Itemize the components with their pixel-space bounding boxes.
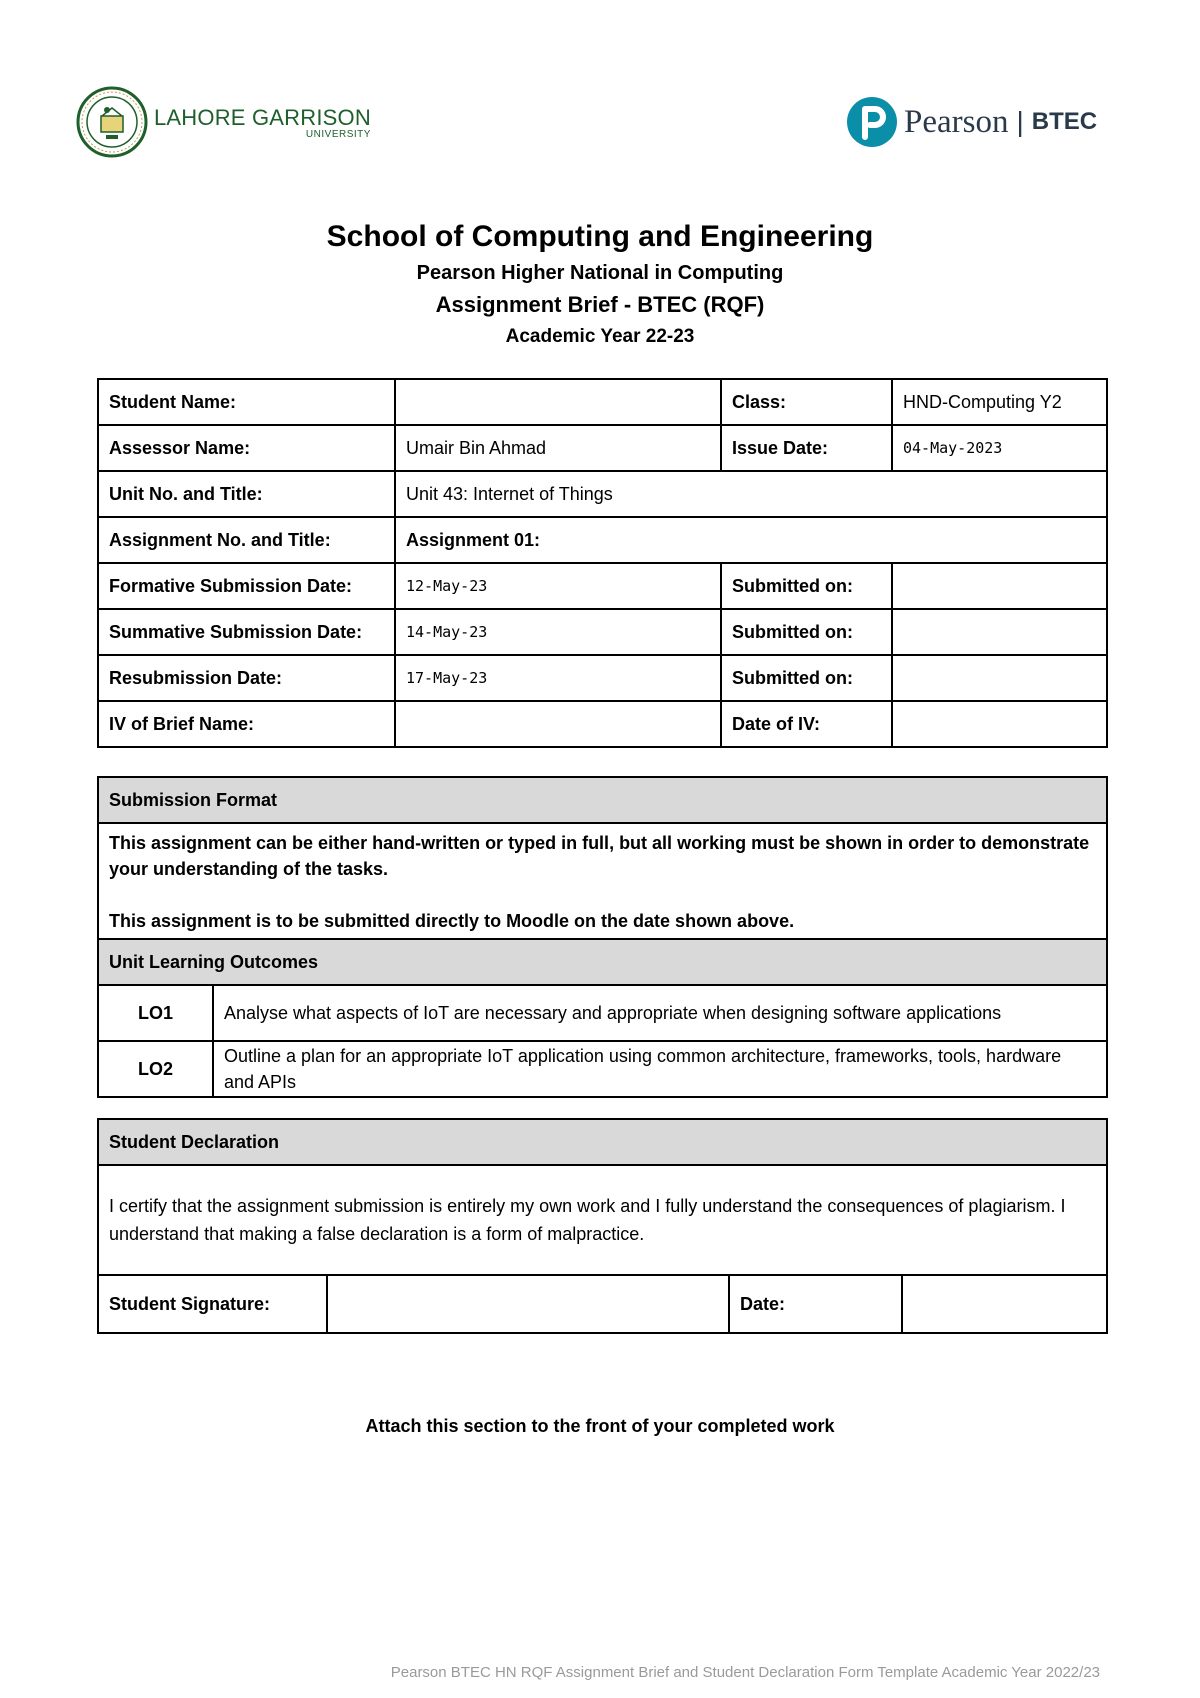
issue-date-label: Issue Date: bbox=[721, 425, 892, 471]
submission-text-1: This assignment can be either hand-written or typed in full, but all working must be shown in order to demonstrate your understanding of the tasks. bbox=[109, 833, 1090, 879]
student-name-field[interactable] bbox=[395, 379, 721, 425]
table-row bbox=[98, 609, 1107, 655]
signature-field[interactable] bbox=[327, 1275, 729, 1333]
assessor-name-label: Assessor Name: bbox=[98, 425, 395, 471]
university-subtitle: UNIVERSITY bbox=[305, 128, 371, 140]
submission-format-body bbox=[98, 823, 1107, 939]
submission-text-2: This assignment is to be submitted directly to Moodle on the date shown above. bbox=[109, 911, 795, 931]
table-row bbox=[98, 823, 1107, 939]
declaration-date-field[interactable] bbox=[902, 1275, 1107, 1333]
lahore-garrison-logo bbox=[76, 86, 371, 158]
summative-submitted-field[interactable] bbox=[892, 609, 1107, 655]
declaration-table bbox=[97, 1118, 1108, 1334]
declaration-text: I certify that the assignment submission is entirely my own work and I fully understand the consequences of plagiarism. I understand that making a false declaration is a form of malpractice. bbox=[98, 1165, 1107, 1275]
formative-date-value: 12-May-23 bbox=[395, 563, 721, 609]
learning-outcomes-header: Unit Learning Outcomes bbox=[98, 939, 1107, 985]
table-row bbox=[98, 379, 1107, 425]
assessor-name-value: Umair Bin Ahmad bbox=[395, 425, 721, 471]
resubmission-submitted-field[interactable] bbox=[892, 655, 1107, 701]
resubmission-date-label: Resubmission Date: bbox=[98, 655, 395, 701]
unit-label: Unit No. and Title: bbox=[98, 471, 395, 517]
page-footer: Pearson BTEC HN RQF Assignment Brief and Student Declaration Form Template Academic Year 2022/23 bbox=[390, 1664, 1100, 1681]
table-row bbox=[98, 1165, 1107, 1275]
pearson-btec-logo bbox=[846, 94, 1097, 150]
summative-date-value: 14-May-23 bbox=[395, 609, 721, 655]
table-row bbox=[98, 563, 1107, 609]
table-row bbox=[98, 517, 1107, 563]
table-row bbox=[98, 777, 1107, 823]
iv-date-field[interactable] bbox=[892, 701, 1107, 747]
summative-date-label: Summative Submission Date: bbox=[98, 609, 395, 655]
attach-note: Attach this section to the front of your completed work bbox=[365, 1416, 835, 1436]
assignment-info-table bbox=[97, 378, 1108, 748]
iv-brief-name-label: IV of Brief Name: bbox=[98, 701, 395, 747]
university-name: LAHORE GARRISON bbox=[154, 104, 371, 130]
table-row bbox=[98, 1041, 1107, 1097]
resubmission-date-value: 17-May-23 bbox=[395, 655, 721, 701]
table-row bbox=[98, 939, 1107, 985]
outcome-text: Outline a plan for an appropriate IoT application using common architecture, frameworks, tools, hardware and APIs bbox=[213, 1041, 1107, 1097]
table-row bbox=[98, 1275, 1107, 1333]
brief-title: Assignment Brief - BTEC (RQF) bbox=[435, 292, 765, 317]
declaration-date-label: Date: bbox=[729, 1275, 902, 1333]
logo-separator: | bbox=[1016, 106, 1024, 137]
university-seal-icon bbox=[76, 86, 148, 158]
formative-date-label: Formative Submission Date: bbox=[98, 563, 395, 609]
table-row bbox=[98, 1119, 1107, 1165]
class-label: Class: bbox=[721, 379, 892, 425]
iv-brief-name-field[interactable] bbox=[395, 701, 721, 747]
signature-label: Student Signature: bbox=[98, 1275, 327, 1333]
submitted-on-label: Submitted on: bbox=[721, 609, 892, 655]
iv-date-label: Date of IV: bbox=[721, 701, 892, 747]
issue-date-value: 04-May-2023 bbox=[892, 425, 1107, 471]
school-title: School of Computing and Engineering bbox=[326, 220, 874, 253]
outcome-text: Analyse what aspects of IoT are necessary and appropriate when designing software applications bbox=[213, 985, 1107, 1041]
submitted-on-label: Submitted on: bbox=[721, 563, 892, 609]
academic-year: Academic Year 22-23 bbox=[505, 326, 695, 347]
submission-format-header: Submission Format bbox=[98, 777, 1107, 823]
assignment-label: Assignment No. and Title: bbox=[98, 517, 395, 563]
outcome-id: LO1 bbox=[98, 985, 213, 1041]
table-row bbox=[98, 701, 1107, 747]
unit-value: Unit 43: Internet of Things bbox=[395, 471, 1107, 517]
table-row bbox=[98, 425, 1107, 471]
table-row bbox=[98, 655, 1107, 701]
submitted-on-label: Submitted on: bbox=[721, 655, 892, 701]
student-name-label: Student Name: bbox=[98, 379, 395, 425]
table-row bbox=[98, 985, 1107, 1041]
submission-table bbox=[97, 776, 1108, 1098]
programme-title: Pearson Higher National in Computing bbox=[416, 262, 784, 284]
assignment-value: Assignment 01: bbox=[395, 517, 1107, 563]
btec-wordmark: BTEC bbox=[1031, 108, 1098, 135]
pearson-p-icon bbox=[846, 96, 898, 148]
class-value: HND-Computing Y2 bbox=[892, 379, 1107, 425]
declaration-header: Student Declaration bbox=[98, 1119, 1107, 1165]
formative-submitted-field[interactable] bbox=[892, 563, 1107, 609]
table-row bbox=[98, 471, 1107, 517]
pearson-wordmark: Pearson bbox=[904, 103, 1009, 140]
outcome-id: LO2 bbox=[98, 1041, 213, 1097]
